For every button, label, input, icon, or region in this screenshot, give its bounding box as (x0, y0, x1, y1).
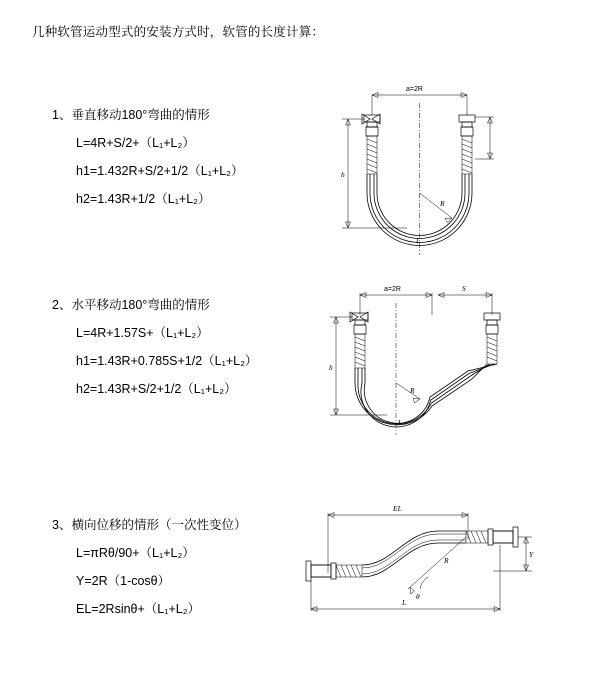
svg-text:Y: Y (529, 550, 534, 559)
svg-text:R: R (440, 199, 445, 208)
section-1-formula-1: L=4R+S/2+（L₁+L₂） (76, 136, 195, 150)
section-1-formula-2: h1=1.432R+S/2+1/2（L₁+L₂） (76, 164, 244, 178)
svg-text:L: L (416, 236, 421, 245)
svg-text:EL: EL (393, 504, 402, 513)
svg-text:L: L (402, 598, 407, 607)
section-3-formula-3: EL=2Rsinθ+（L₁+L₂） (76, 602, 201, 616)
svg-text:a=2R: a=2R (406, 86, 423, 93)
section-2-text (52, 295, 312, 397)
section-2-formula-2: h1=1.43R+0.785S+1/2（L₁+L₂） (76, 354, 258, 368)
section-3-formula-2: Y=2R（1-cosθ） (76, 574, 171, 588)
svg-text:θ: θ (416, 592, 420, 601)
vertical-180-bend-diagram (312, 73, 562, 273)
svg-text:a=2R: a=2R (384, 286, 401, 293)
svg-text:h: h (341, 170, 345, 179)
svg-text:S: S (462, 284, 466, 293)
section-3-title: 3、横向位移的情形（一次性变位） (52, 518, 247, 532)
horizontal-180-bend-diagram (312, 275, 562, 455)
svg-text:R: R (410, 386, 415, 395)
section-2-title: 2、水平移动180°弯曲的情形 (52, 298, 210, 312)
svg-text:R: R (444, 556, 449, 565)
section-3-text (52, 515, 312, 617)
section-3-formula-1: L=πRθ/90+（L₁+L₂） (76, 546, 195, 560)
section-1-text (52, 105, 312, 207)
svg-text:h: h (329, 363, 333, 372)
section-1-title: 1、垂直移动180°弯曲的情形 (52, 108, 210, 122)
section-1-formula-3: h2=1.43R+1/2（L₁+L₂） (76, 192, 211, 206)
svg-text:L: L (398, 418, 403, 427)
section-2-formula-3: h2=1.43R+S/2+1/2（L₁+L₂） (76, 382, 237, 396)
section-2-formula-1: L=4R+1.57S+（L₁+L₂） (76, 326, 209, 340)
lateral-offset-diagram (288, 497, 558, 637)
page-title: 几种软管运动型式的安装方式时，软管的长度计算： (32, 25, 325, 39)
